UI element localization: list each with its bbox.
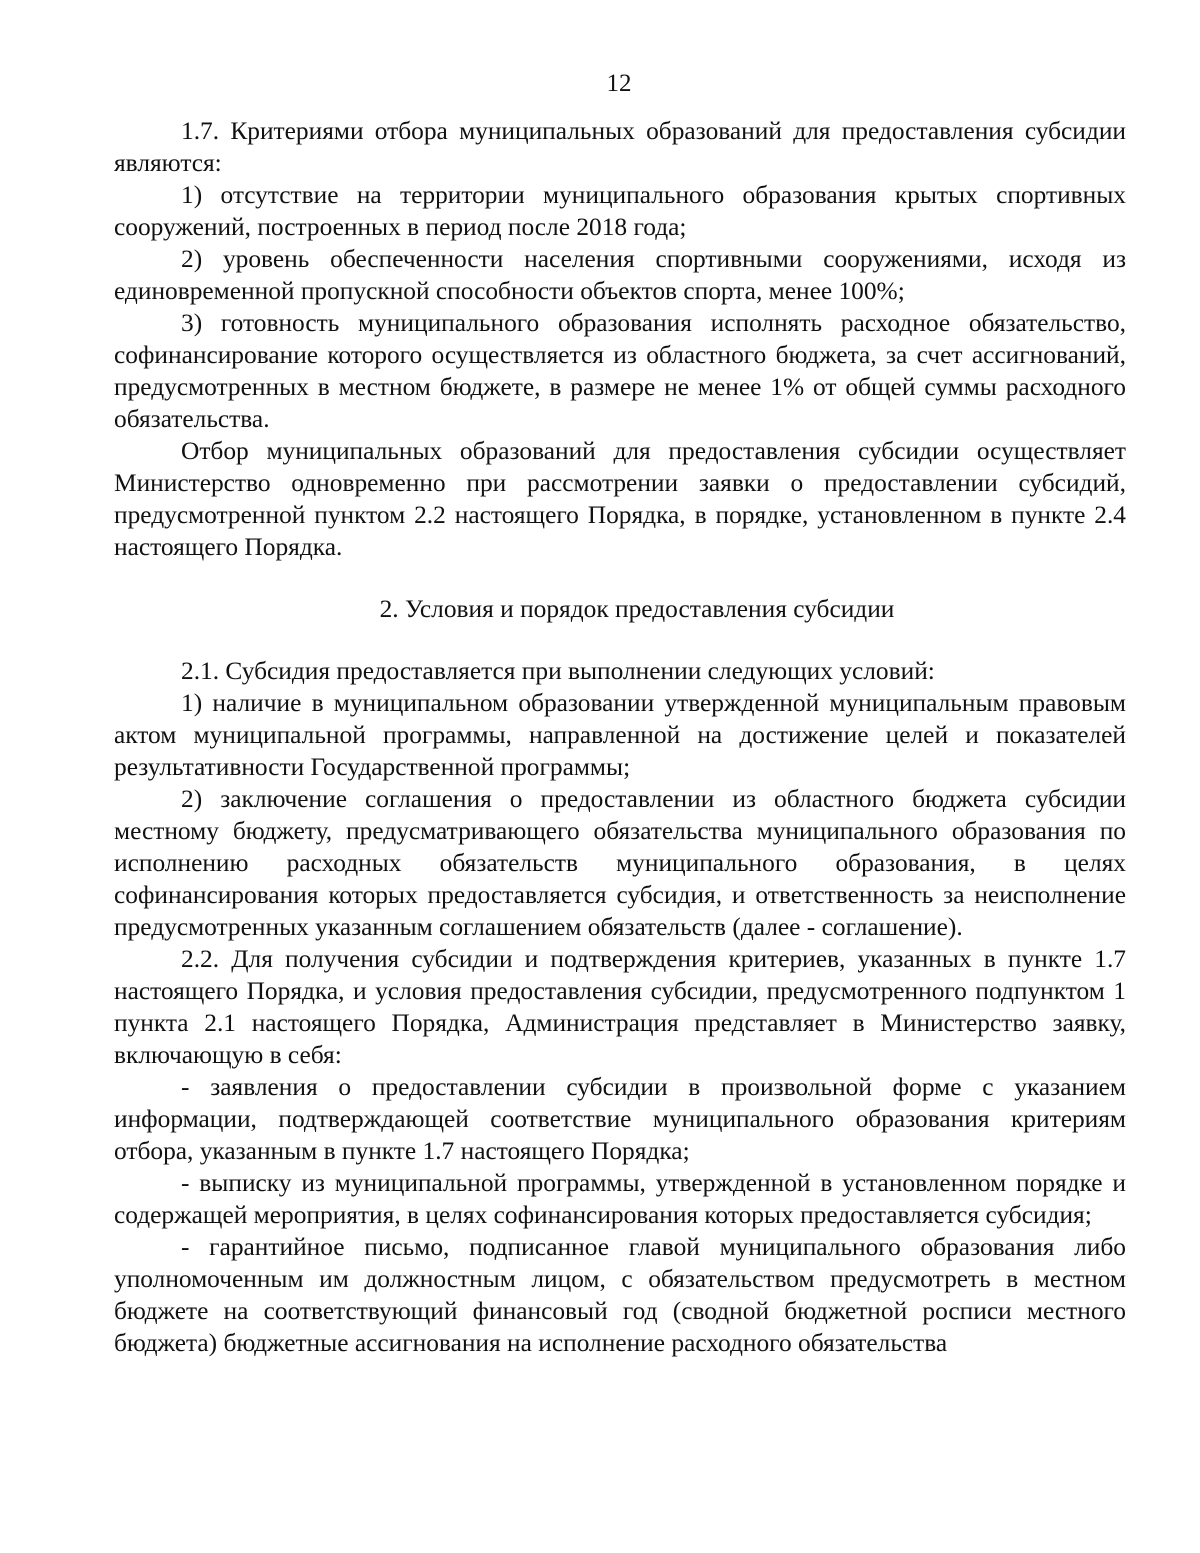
paragraph-condition-2: 2) заключение соглашения о предоставлении из областного бюджета субсидии местному бюджету, предусматривающего обязательства муниципального образования по исполнению расходных обязательств муниципального образования, в целях софинансирования которых предоставляется субсидия, и ответственность за неисполнение предусмотренных указанным соглашением обязательств (далее - соглашение).: [114, 785, 1126, 941]
page-number: 12: [606, 70, 632, 97]
paragraph-condition-1: 1) наличие в муниципальном образовании утвержденной муниципальным правовым актом муниципальной программы, направленной на достижение целей и показателей результативности Государственной программы;: [114, 689, 1126, 781]
paragraph-2-1: 2.1. Субсидия предоставляется при выполнении следующих условий:: [181, 657, 935, 685]
section-heading: 2. Условия и порядок предоставления субсидии: [379, 595, 895, 623]
paragraph-item-extract: - выписку из муниципальной программы, утвержденной в установленном порядке и содержащей мероприятия, в целях софинансирования которых предоставляется субсидия;: [114, 1169, 1126, 1229]
paragraph-criterion-1: 1) отсутствие на территории муниципального образования крытых спортивных сооружений, построенных в период после 2018 года;: [114, 181, 1126, 241]
paragraph-item-guarantee-letter: - гарантийное письмо, подписанное главой муниципального образования либо уполномоченным им должностным лицом, с обязательством предусмотреть в местном бюджете на соответствующий финансовый год (сводной бюджетной росписи местного бюджета) бюджетные ассигнования на исполнение расходного обязательства: [114, 1233, 1126, 1357]
document-body: [114, 115, 1126, 1359]
paragraph-item-application: - заявления о предоставлении субсидии в произвольной форме с указанием информации, подтверждающей соответствие муниципального образования критериям отбора, указанным в пункте 1.7 настоящего Порядка;: [114, 1073, 1126, 1165]
paragraph-criterion-2: 2) уровень обеспеченности населения спортивными сооружениями, исходя из единовременной пропускной способности объектов спорта, менее 100%;: [114, 245, 1126, 305]
paragraph-selection: Отбор муниципальных образований для предоставления субсидии осуществляет Министерство одновременно при рассмотрении заявки о предоставлении субсидий, предусмотренной пунктом 2.2 настоящего Порядка, в порядке, установленном в пункте 2.4 настоящего Порядка.: [114, 437, 1126, 561]
paragraph-criterion-3: 3) готовность муниципального образования исполнять расходное обязательство, софинансирование которого осуществляется из областного бюджета, за счет ассигнований, предусмотренных в местном бюджете, в размере не менее 1% от общей суммы расходного обязательства.: [114, 309, 1126, 433]
paragraph-1-7: 1.7. Критериями отбора муниципальных образований для предоставления субсидии являются:: [114, 117, 1126, 177]
paragraph-2-2: 2.2. Для получения субсидии и подтверждения критериев, указанных в пункте 1.7 настоящего Порядка, и условия предоставления субсидии, предусмотренного подпунктом 1 пункта 2.1 настоящего Порядка, Администрация представляет в Министерство заявку, включающую в себя:: [114, 945, 1126, 1069]
